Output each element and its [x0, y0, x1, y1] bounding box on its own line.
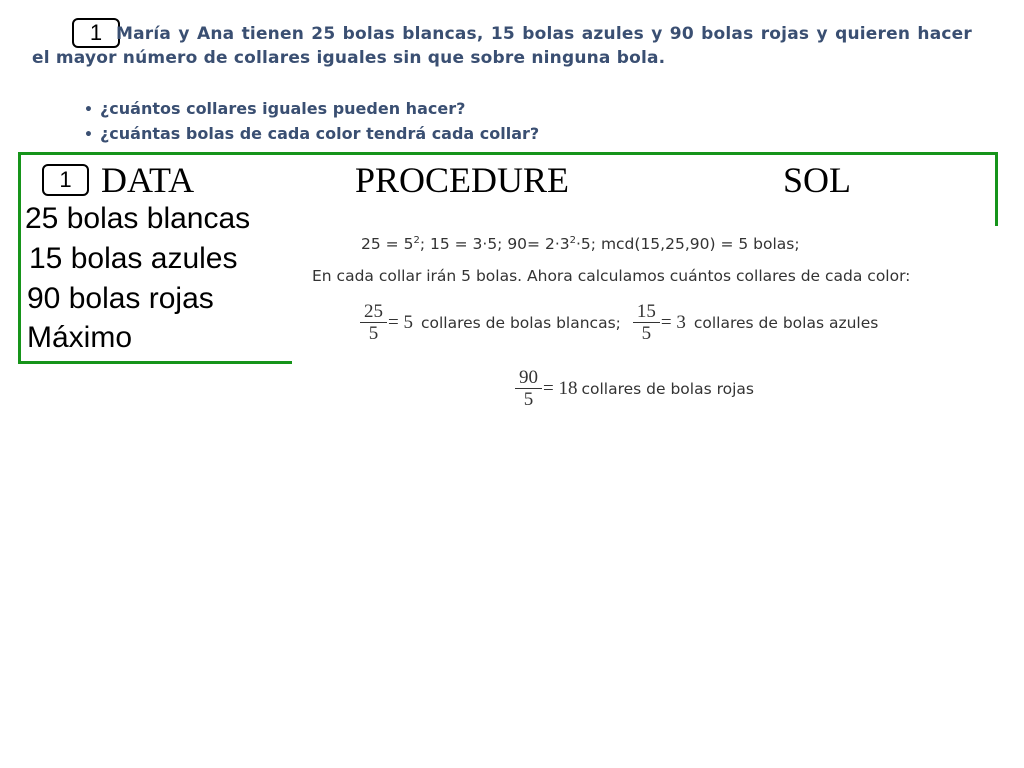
fraction-result: = 18	[543, 377, 578, 399]
problem-number-badge: 1	[72, 18, 120, 48]
fraction-numerator: 90	[519, 367, 538, 388]
frame-left-line	[18, 152, 21, 364]
fraction-result: = 3	[660, 311, 686, 333]
data-line: Máximo	[27, 321, 133, 354]
fraction-result: = 5	[388, 311, 413, 333]
problem-statement	[32, 22, 972, 70]
factorization-line: $25 = 5^2$; 15 = 3·5; $90= 2\cdot 3^2\cdot 5$; mcd(15,25,90) = 5 bolas;	[361, 235, 800, 254]
frame-right-line	[995, 152, 998, 226]
fraction-text: collares de bolas azules	[693, 313, 879, 332]
data-line: 90 bolas rojas	[27, 282, 214, 315]
frame-bottom-line	[18, 361, 292, 364]
question-item: • ¿cuántos collares iguales pueden hacer?	[84, 97, 539, 122]
fraction-denominator: 5	[368, 323, 379, 344]
fraction-numerator: 15	[636, 301, 656, 322]
table-number-badge: 1	[42, 164, 89, 196]
fraction-text: collares de bolas rojas	[581, 379, 754, 398]
header-data: DATA	[101, 160, 195, 200]
header-solution: SOL	[783, 160, 852, 200]
question-item: • ¿cuántas bolas de cada color tendrá cada collar?	[84, 122, 539, 147]
data-line: 15 bolas azules	[29, 242, 238, 275]
header-procedure: PROCEDURE	[355, 160, 570, 200]
fraction	[517, 367, 540, 410]
explanation-line: En cada collar irán 5 bolas. Ahora calculamos cuántos collares de cada color:	[312, 267, 911, 285]
fraction	[635, 301, 658, 344]
fraction-row-1	[362, 301, 878, 344]
frame-top-line	[18, 152, 998, 155]
fraction-row-2	[517, 367, 754, 410]
fraction	[362, 301, 385, 344]
fraction-denominator: 5	[523, 389, 534, 410]
question-list	[84, 97, 539, 147]
fraction-denominator: 5	[641, 323, 652, 344]
fraction-text: collares de bolas blancas;	[420, 313, 621, 332]
data-line: 25 bolas blancas	[25, 202, 251, 235]
problem-statement-text: María y Ana tienen 25 bolas blancas, 15 bolas azules y 90 bolas rojas y quieren hacer el mayor número de collares iguales sin que sobre ninguna bola.	[32, 24, 972, 68]
fraction-numerator: 25	[364, 301, 383, 322]
